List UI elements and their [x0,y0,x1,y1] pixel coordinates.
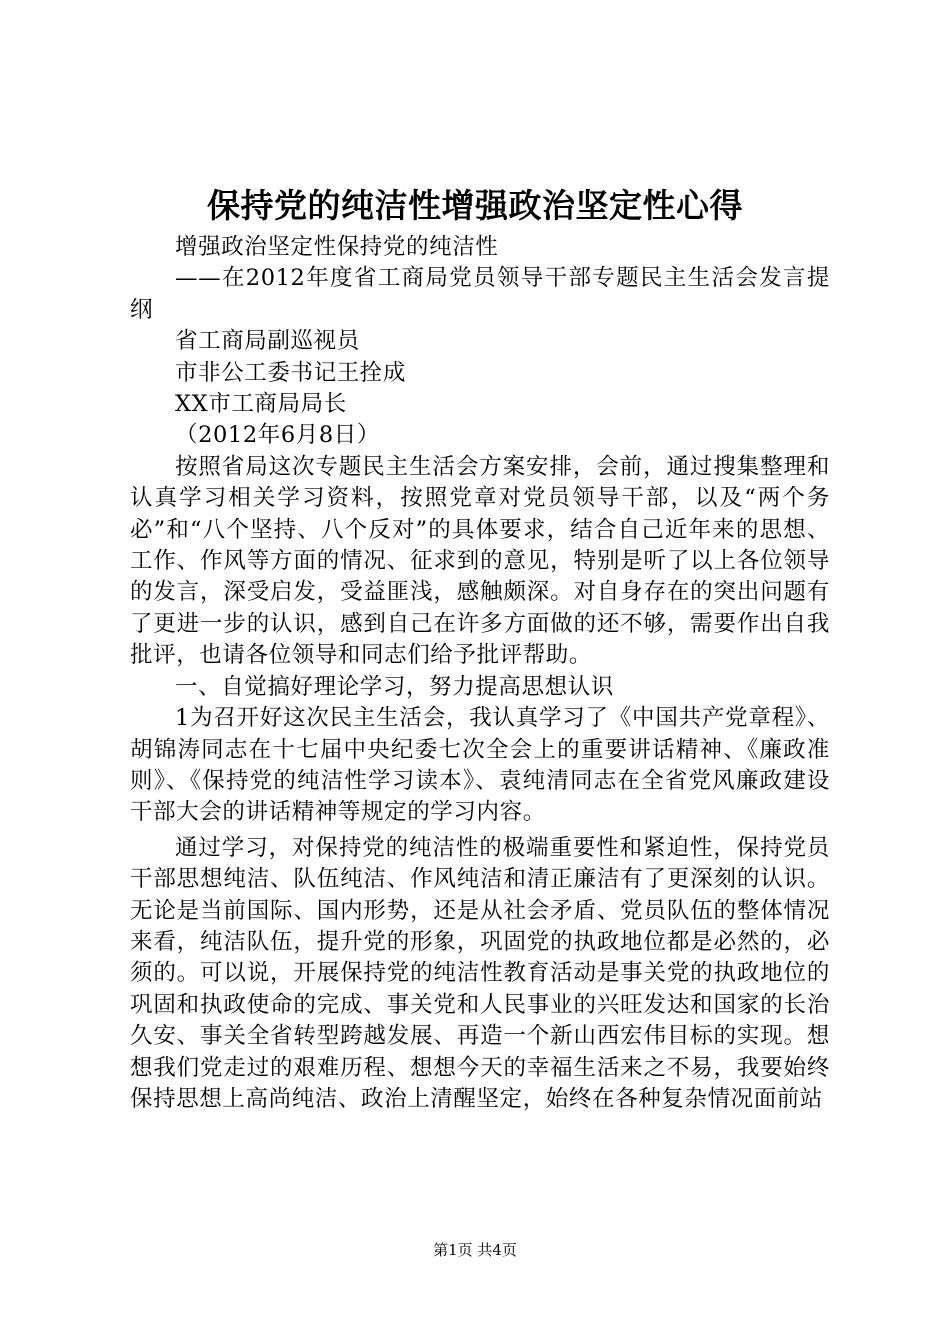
paragraph-author-title-3: XX市工商局局长 [175,391,347,418]
document-title: 保持党的纯洁性增强政治坚定性心得 [207,186,743,225]
paragraph-date: （2012年6月8日） [175,422,380,449]
paragraph-author-title-2: 市非公工委书记王拴成 [175,359,407,386]
paragraph-intro: 按照省局这次专题民主生活会方案安排，会前，通过搜集整理和认真学习相关学习资料，按照党章对党员领导干部，以及“两个务必”和“八个坚持、八个反对”的具体要求，结合自己近年来的思想、工作、作风等方面的情况、征求到的意见，特别是听了以上各位领导的发言，深受启发，受益匪浅，感触颇深。对自身存在的突出问题有了更进一步的认识，感到自己在许多方面做的还不够，需要作出自我批评，也请各位领导和同志们给予批评帮助。 [130,453,830,669]
paragraph-subtitle: 增强政治坚定性保持党的纯洁性 [175,234,499,260]
paragraph-occasion: ——在2012年度省工商局党员领导干部专题民主生活会发言提纲 [130,265,830,323]
paragraph-understanding: 通过学习，对保持党的纯洁性的极端重要性和紧迫性，保持党员干部思想纯洁、队伍纯洁、作风纯洁和清正廉洁有了更深刻的认识。无论是当前国际、国内形势，还是从社会矛盾、党员队伍的整体情况来看，纯洁队伍，提升党的形象，巩固党的执政地位都是必然的，必须的。可以说，开展保持党的纯洁性教育活动是事关党的执政地位的巩固和执政使命的完成、事关党和人民事业的兴旺发达和国家的长治久安、事关全省转型跨越发展、再造一个新山西宏伟目标的实现。想想我们党走过的艰难历程、想想今天的幸福生活来之不易，我要始终保持思想上高尚纯洁、政治上清醒坚定，始终在各种复杂情况面前站 [130,834,830,1112]
section-heading-1: 一、自觉搞好理论学习，努力提高思想认识 [175,673,614,700]
paragraph-study: 1为召开好这次民主生活会，我认真学习了《中国共产党章程》、胡锦涛同志在十七届中央纪委七次全会上的重要讲话精神、《廉政准则》、《保持党的纯洁性学习读本》、袁纯清同志在全省党风廉政建设干部大会的讲话精神等规定的学习内容。 [130,705,830,826]
document-body [130,232,830,1115]
page-number-footer: 第1页 共4页 [433,1241,517,1259]
paragraph-author-title-1: 省工商局副巡视员 [175,328,360,355]
